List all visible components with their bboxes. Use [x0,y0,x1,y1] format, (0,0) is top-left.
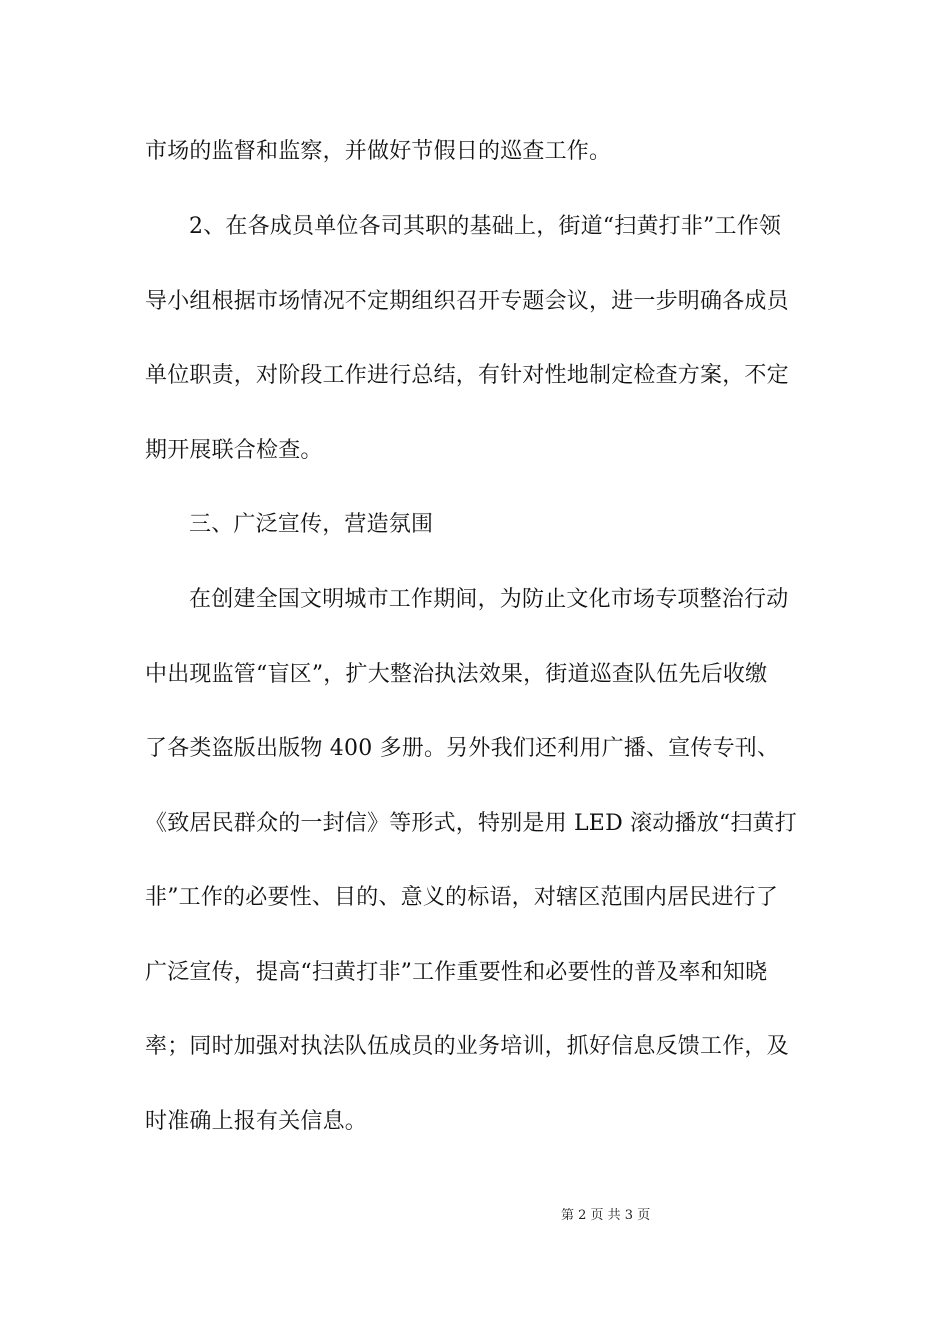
text-line: 中出现监管“盲区”，扩大整治执法效果，街道巡查队伍先后收缴 [145,662,768,687]
text-line: 在创建全国文明城市工作期间，为防止文化市场专项整治行动 [189,587,789,612]
text-line: 市场的监督和监察，并做好节假日的巡查工作。 [145,139,612,164]
text-line: 期开展联合检查。 [145,438,323,463]
text-line: 了各类盗版出版物 400 多册。另外我们还利用广播、宣传专刊、 [145,736,780,761]
text-line: 非”工作的必要性、目的、意义的标语，对辖区范围内居民进行了 [145,885,779,910]
text-line: 时准确上报有关信息。 [145,1109,368,1134]
text-line: 2、在各成员单位各司其职的基础上，街道“扫黄打非”工作领 [189,214,782,239]
text-line: 广泛宣传，提高“扫黄打非”工作重要性和必要性的普及率和知晓 [145,960,768,985]
section-heading: 三、广泛宣传，营造氛围 [189,512,434,537]
page-number-footer: 第 2 页 共 3 页 [561,1208,651,1223]
text-line: 率；同时加强对执法队伍成员的业务培训，抓好信息反馈工作，及 [145,1034,789,1059]
text-line: 导小组根据市场情况不定期组织召开专题会议，进一步明确各成员 [145,289,789,314]
text-line: 《致居民群众的一封信》等形式，特别是用 LED 滚动播放“扫黄打 [145,811,797,836]
text-line: 单位职责，对阶段工作进行总结，有针对性地制定检查方案，不定 [145,363,789,388]
